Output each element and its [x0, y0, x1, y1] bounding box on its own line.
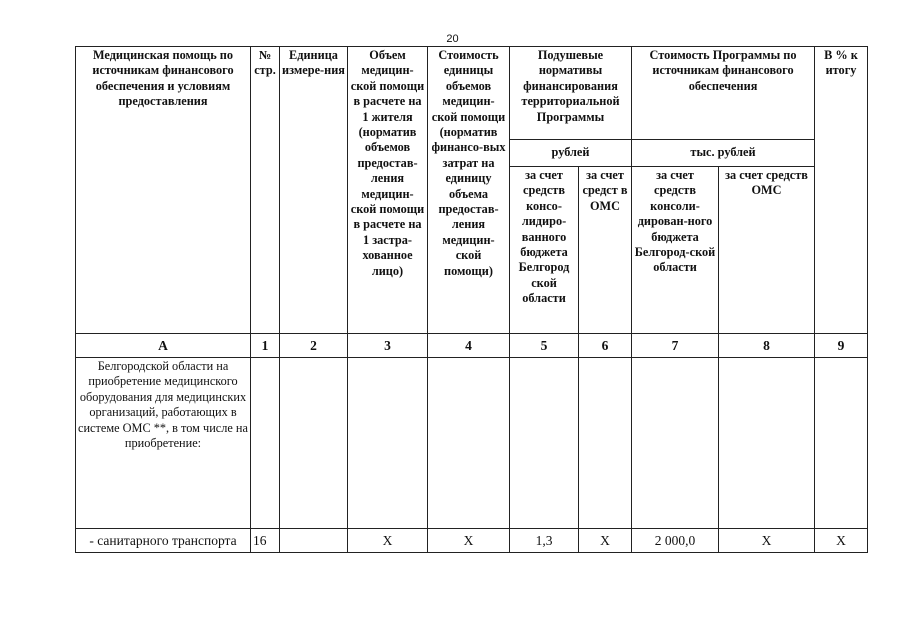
- table-cell: [251, 358, 280, 529]
- header-col-1: № стр.: [251, 47, 280, 334]
- row-label: Белгородской области на приобретение медицинского оборудования для медицинских организаций, работающих в системе ОМС **, в том числе на приобретение:: [76, 358, 251, 529]
- header-unit-rub: рублей: [510, 140, 632, 167]
- column-index-row: [76, 334, 868, 358]
- table-cell: [579, 358, 632, 529]
- header-col-9: В % к итогу: [815, 47, 868, 334]
- table-cell: 1,3: [510, 529, 579, 553]
- table-cell: [815, 358, 868, 529]
- header-group-program-cost: Стоимость Программы по источникам финансового обеспечения: [632, 47, 815, 140]
- index-cell: 8: [719, 334, 815, 358]
- index-cell: 9: [815, 334, 868, 358]
- table-cell: X: [719, 529, 815, 553]
- index-cell: 6: [579, 334, 632, 358]
- header-unit-thousand-rub: тыс. рублей: [632, 140, 815, 167]
- table-row: [76, 358, 868, 529]
- table-cell: 16: [251, 529, 280, 553]
- index-cell: 1: [251, 334, 280, 358]
- index-cell: 5: [510, 334, 579, 358]
- table-cell: [719, 358, 815, 529]
- table-cell: [280, 358, 348, 529]
- financing-table: [75, 46, 868, 553]
- table-cell: X: [428, 529, 510, 553]
- page-number: 20: [446, 33, 459, 45]
- table-cell: X: [579, 529, 632, 553]
- index-cell: А: [76, 334, 251, 358]
- header-group-per-capita: Подушевые нормативы финансирования территориальной Программы: [510, 47, 632, 140]
- table-cell: X: [815, 529, 868, 553]
- header-col-3: Объем медицин-ской помощи в расчете на 1 жителя (норматив объемов предостав-ления медицин-ской помощи в расчете на 1 застра-хованное лицо): [348, 47, 428, 334]
- table-cell: [510, 358, 579, 529]
- header-row-1: [76, 47, 868, 140]
- header-col-4: Стоимость единицы объемов медицин-ской помощи (норматив финансо-вых затрат на единицу объема предостав-ления медицин-ской помощи): [428, 47, 510, 334]
- header-col-2: Единица измере-ния: [280, 47, 348, 334]
- table-cell: [632, 358, 719, 529]
- header-col-6: за счет средст в ОМС: [579, 167, 632, 334]
- header-col-5: за счет средств консо-лидиро-ванного бюджета Белгород ской области: [510, 167, 579, 334]
- header-col-a: Медицинская помощь по источникам финансового обеспечения и условиям предоставления: [76, 47, 251, 334]
- table-cell: 2 000,0: [632, 529, 719, 553]
- index-cell: 4: [428, 334, 510, 358]
- index-cell: 2: [280, 334, 348, 358]
- header-col-7: за счет средств консоли-дирован-ного бюджета Белгород-ской области: [632, 167, 719, 334]
- header-col-8: за счет средств ОМС: [719, 167, 815, 334]
- table-cell: X: [348, 529, 428, 553]
- table-cell: [348, 358, 428, 529]
- row-label: - санитарного транспорта: [76, 529, 251, 553]
- table-row: [76, 529, 868, 553]
- table-cell: [428, 358, 510, 529]
- table-cell: [280, 529, 348, 553]
- index-cell: 7: [632, 334, 719, 358]
- index-cell: 3: [348, 334, 428, 358]
